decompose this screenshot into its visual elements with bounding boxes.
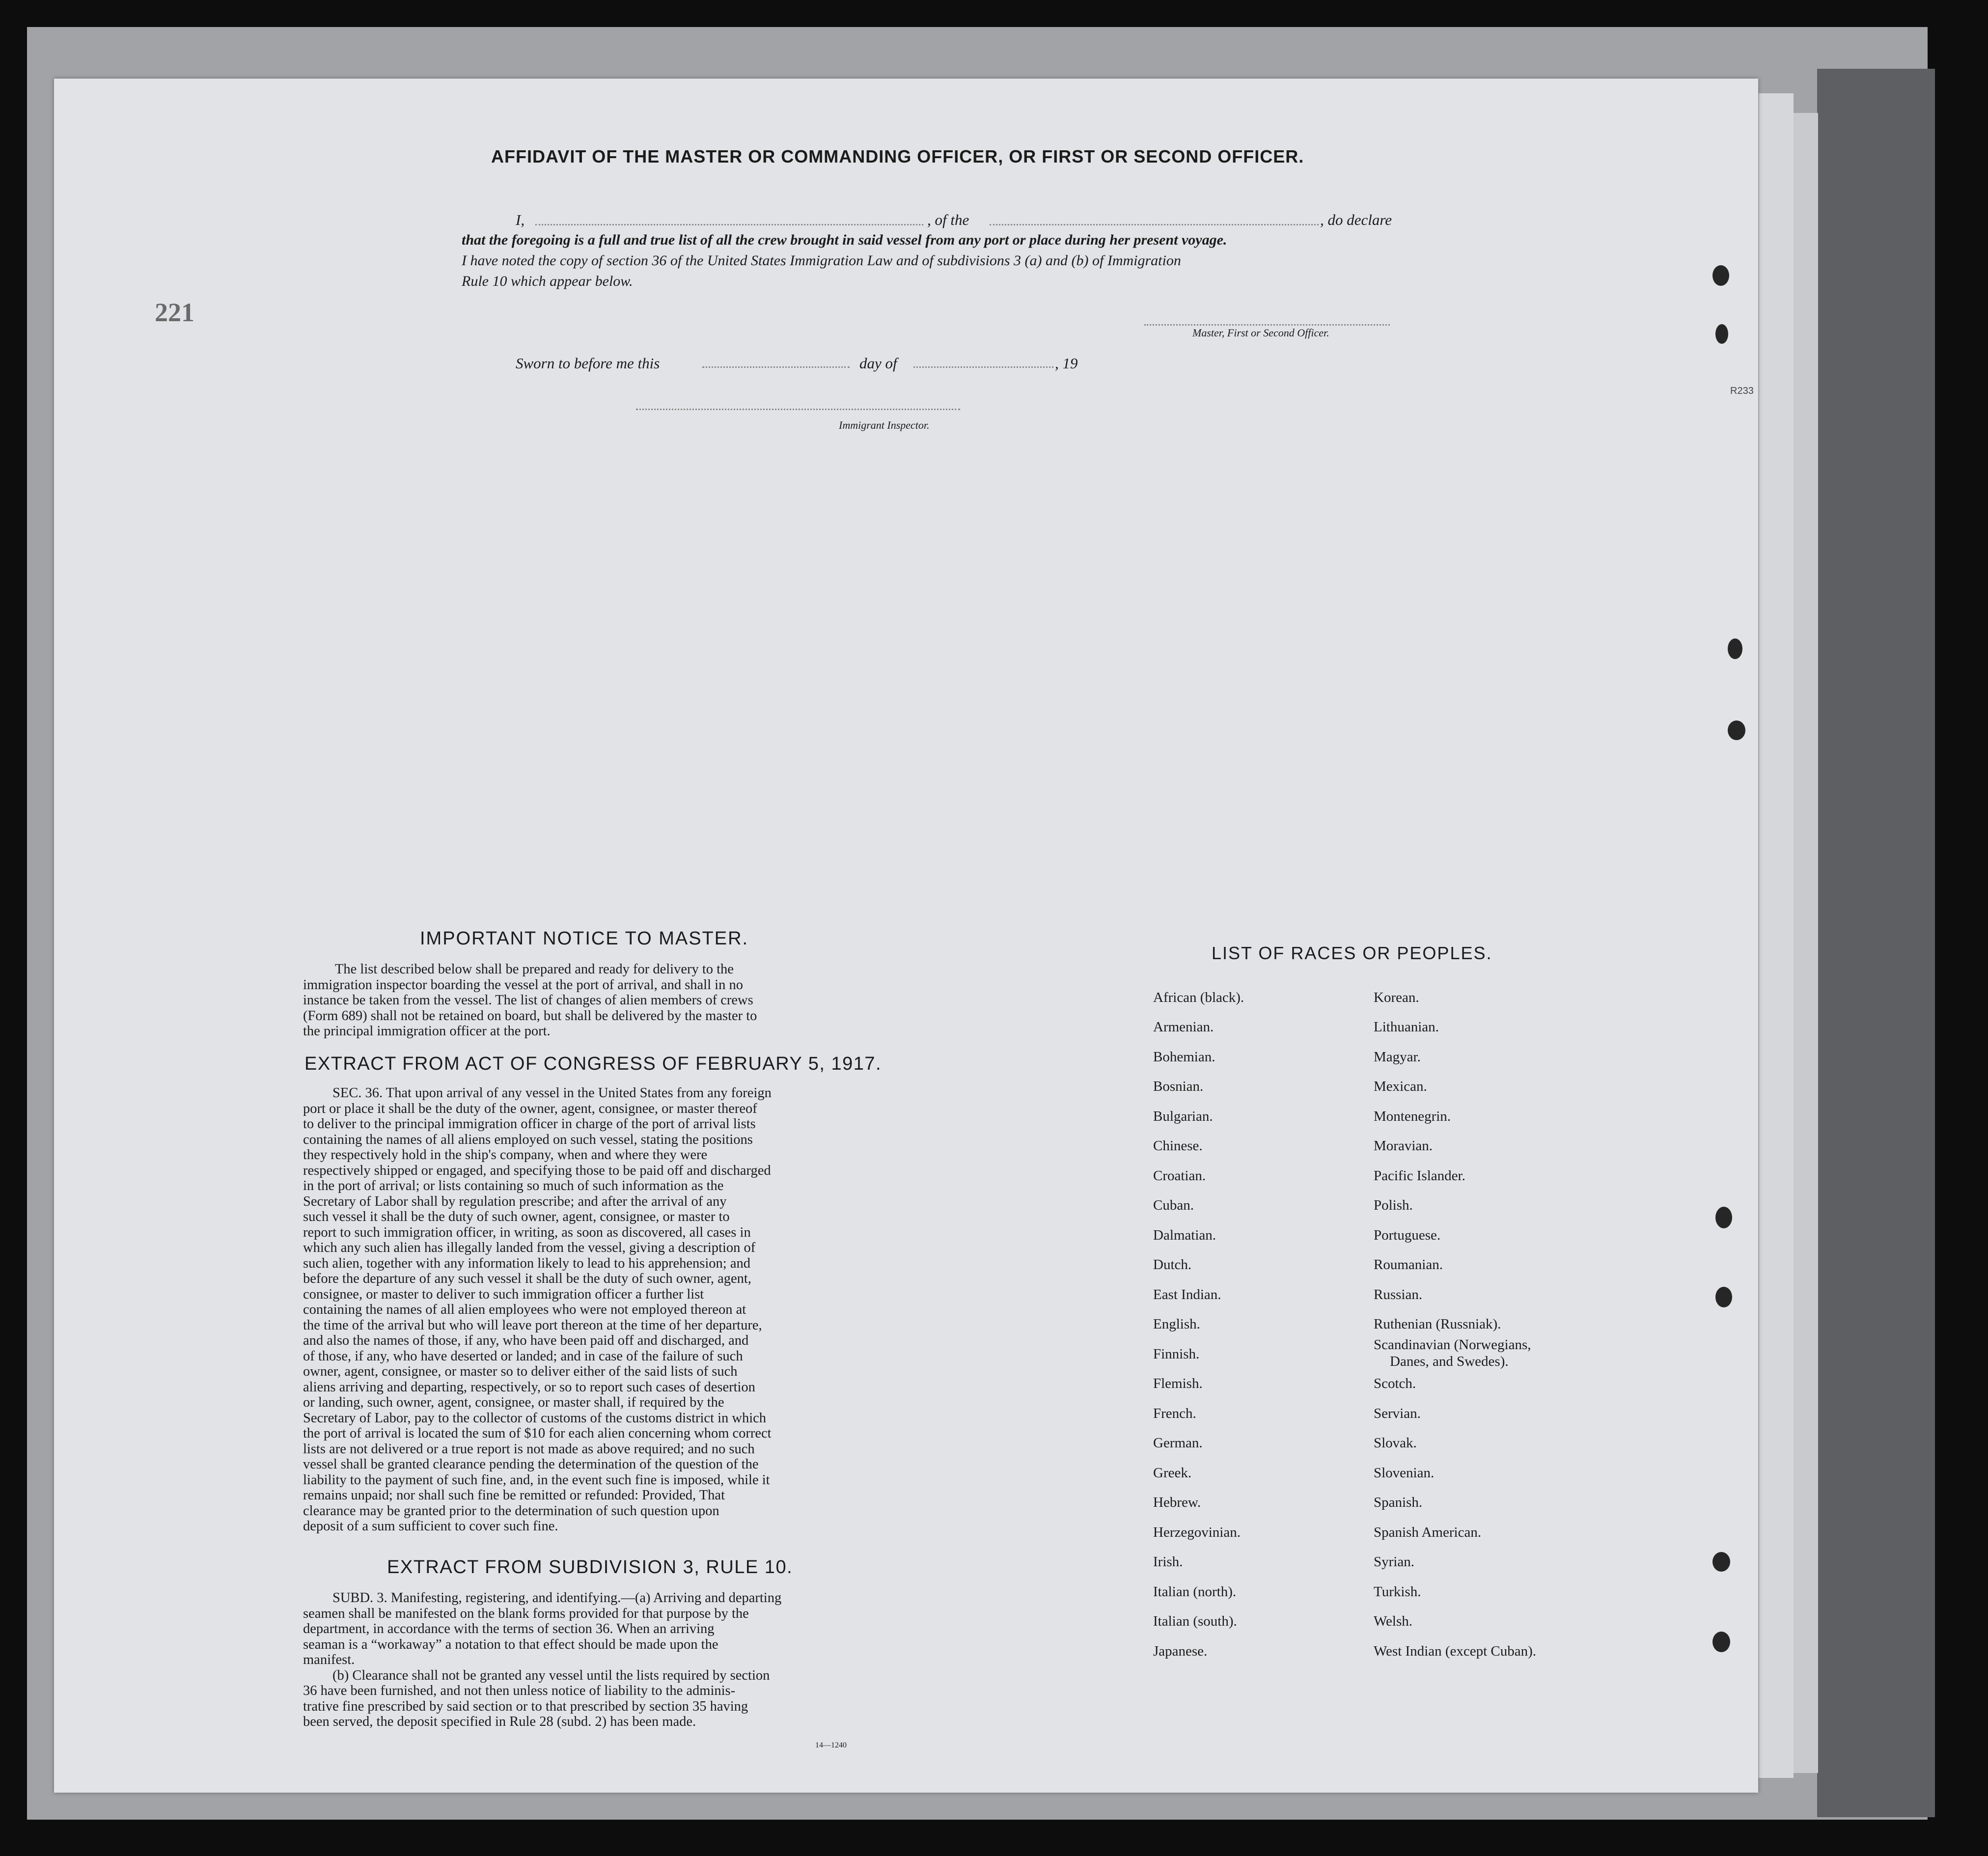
- notice-line: immigration inspector boarding the vessel at the port of arrival, and shall in no: [303, 977, 743, 993]
- extract-act-title: EXTRACT FROM ACT OF CONGRESS OF FEBRUARY 5, 1917.: [304, 1053, 882, 1074]
- act-line: or landing, such owner, agent, consignee, or master shall, if required by the: [303, 1395, 724, 1410]
- act-line: deposit of a sum sufficient to cover such fine.: [303, 1519, 558, 1534]
- notice-body: [303, 962, 878, 1039]
- race-item: Bosnian.: [1153, 1079, 1204, 1094]
- notice-line: (Form 689) shall not be retained on board, but shall be delivered by the master to: [303, 1008, 757, 1024]
- act-line: containing the names of all aliens employed on such vessel, stating the positions: [303, 1132, 753, 1147]
- race-item: Dalmatian.: [1153, 1227, 1216, 1243]
- notice-line: The list described below shall be prepared and ready for delivery to the: [335, 962, 734, 977]
- race-item: Turkish.: [1374, 1584, 1421, 1600]
- vessel-name-field[interactable]: [990, 210, 1319, 225]
- race-item: Scotch.: [1374, 1376, 1416, 1391]
- act-line: the port of arrival is located the sum of $10 for each alien concerning whom correct: [303, 1426, 772, 1441]
- race-item: Portuguese.: [1374, 1227, 1441, 1243]
- extract-rule-title: EXTRACT FROM SUBDIVISION 3, RULE 10.: [387, 1557, 793, 1578]
- punch-hole: [1712, 1632, 1730, 1652]
- act-line: and also the names of those, if any, who have been paid off and discharged, and: [303, 1333, 749, 1348]
- punch-hole: [1715, 1207, 1732, 1228]
- act-line: of those, if any, who have deserted or landed; and in case of the failure of such: [303, 1348, 743, 1364]
- act-line: report to such immigration officer, in writing, as soon as discovered, all cases in: [303, 1224, 751, 1240]
- race-item: Lithuanian.: [1374, 1019, 1439, 1035]
- affidavit-i-label: I,: [516, 211, 525, 228]
- race-item: Roumanian.: [1374, 1257, 1443, 1273]
- race-item: Finnish.: [1153, 1346, 1200, 1362]
- rule-line: been served, the deposit specified in Rule 28 (subd. 2) has been made.: [303, 1714, 696, 1729]
- act-line: aliens arriving and departing, respectively, or so to report such cases of desertion: [303, 1379, 755, 1395]
- act-line: they respectively hold in the ship's company, when and where they were: [303, 1147, 708, 1163]
- race-item: Slovenian.: [1374, 1465, 1435, 1481]
- act-line: which any such alien has illegally landed from the vessel, giving a description of: [303, 1240, 756, 1255]
- act-line: such alien, together with any information likely to lead to his apprehension; and: [303, 1255, 750, 1271]
- race-item: Herzegovinian.: [1153, 1524, 1241, 1540]
- race-item: Montenegrin.: [1374, 1108, 1451, 1124]
- act-line: containing the names of all alien employees who were not employed thereon at: [303, 1302, 746, 1317]
- race-item: Welsh.: [1374, 1613, 1413, 1629]
- notice-line: instance be taken from the vessel. The list of changes of alien members of crews: [303, 993, 753, 1008]
- race-item: West Indian (except Cuban).: [1374, 1643, 1537, 1659]
- rule-line: department, in accordance with the terms of section 36. When an arriving: [303, 1621, 715, 1636]
- punch-hole: [1712, 1552, 1730, 1572]
- race-item: Polish.: [1374, 1197, 1413, 1213]
- race-item: Flemish.: [1153, 1376, 1203, 1391]
- affidavit-line-2: that the foregoing is a full and true list of all the crew brought in said vessel from any port or place during her present voyage.: [462, 232, 1227, 248]
- race-item: Armenian.: [1153, 1019, 1214, 1035]
- punch-hole: [1712, 265, 1729, 286]
- act-line: before the departure of any such vessel it shall be the duty of such owner, agent,: [303, 1271, 751, 1286]
- race-item: East Indian.: [1153, 1287, 1221, 1302]
- inspector-caption: Immigrant Inspector.: [839, 419, 930, 431]
- affidavit-of-the-label: , of the: [927, 211, 969, 228]
- extract-act-body: [303, 1085, 878, 1534]
- race-item: Korean.: [1374, 990, 1419, 1005]
- race-item: Syrian.: [1374, 1554, 1414, 1570]
- race-item: Moravian.: [1374, 1138, 1433, 1154]
- race-item: Chinese.: [1153, 1138, 1203, 1154]
- rule-line: 36 have been furnished, and not then unless notice of liability to the adminis-: [303, 1683, 736, 1698]
- underlying-page-edge: [1758, 93, 1794, 1778]
- punch-hole: [1728, 638, 1742, 659]
- margin-stamp: R233: [1730, 386, 1754, 396]
- race-item: Bulgarian.: [1153, 1108, 1213, 1124]
- form-number: 14—1240: [815, 1741, 847, 1749]
- race-item: Scandinavian (Norwegians,: [1374, 1337, 1531, 1353]
- sworn-label: Sworn to before me this: [516, 355, 660, 372]
- year-label: , 19: [1055, 355, 1078, 372]
- act-line: respectively shipped or engaged, and specifying those to be paid off and discharged: [303, 1163, 771, 1178]
- affidavit-line-4: Rule 10 which appear below.: [462, 273, 633, 289]
- extract-rule-body: [303, 1590, 878, 1730]
- rule-line: manifest.: [303, 1652, 355, 1667]
- punch-hole: [1715, 1287, 1732, 1307]
- race-item: German.: [1153, 1435, 1203, 1451]
- act-line: port or place it shall be the duty of the owner, agent, consignee, or master thereof: [303, 1101, 757, 1116]
- race-item: Croatian.: [1153, 1168, 1206, 1184]
- background-sheet-edge: [1817, 69, 1935, 1817]
- inspector-signature-field[interactable]: [636, 399, 960, 410]
- master-signature-caption: Master, First or Second Officer.: [1192, 327, 1329, 339]
- act-line: remains unpaid; nor shall such fine be remitted or refunded: Provided, That: [303, 1488, 725, 1503]
- affidavit-title: AFFIDAVIT OF THE MASTER OR COMMANDING OFFICER, OR FIRST OR SECOND OFFICER.: [491, 146, 1304, 166]
- race-item: Mexican.: [1374, 1079, 1427, 1094]
- race-item: Cuban.: [1153, 1197, 1194, 1213]
- punch-hole: [1728, 720, 1745, 740]
- notice-title: IMPORTANT NOTICE TO MASTER.: [420, 928, 749, 949]
- rule-line: SUBD. 3. Manifesting, registering, and identifying.—(a) Arriving and departing: [332, 1590, 782, 1606]
- race-item: Italian (north).: [1153, 1584, 1237, 1600]
- act-line: liability to the payment of such fine, and, in the event such fine is imposed, while it: [303, 1472, 770, 1488]
- race-item: Irish.: [1153, 1554, 1183, 1570]
- race-item: Servian.: [1374, 1406, 1421, 1421]
- race-item: Russian.: [1374, 1287, 1423, 1302]
- race-item: African (black).: [1153, 990, 1244, 1005]
- margin-number: 221: [155, 298, 194, 327]
- race-item: Greek.: [1153, 1465, 1192, 1481]
- rule-line: seaman is a “workaway” a notation to that effect should be made upon the: [303, 1636, 718, 1652]
- rule-line: (b) Clearance shall not be granted any vessel until the lists required by section: [332, 1667, 770, 1683]
- act-line: SEC. 36. That upon arrival of any vessel in the United States from any foreign: [332, 1085, 772, 1101]
- punch-hole: [1715, 324, 1728, 344]
- race-item: English.: [1153, 1316, 1200, 1332]
- act-line: lists are not delivered or a true report is not made as above required; and no such: [303, 1441, 755, 1457]
- race-item: Dutch.: [1153, 1257, 1192, 1273]
- act-line: such vessel it shall be the duty of such owner, agent, consignee, or master to: [303, 1209, 730, 1224]
- race-item: Pacific Islander.: [1374, 1168, 1465, 1184]
- affidavit-line-3: I have noted the copy of section 36 of the United States Immigration Law and of subdivisions 3 (a) and (b) of Immigration: [462, 252, 1181, 269]
- master-name-field[interactable]: [535, 210, 923, 225]
- act-line: the time of the arrival but who will leave port thereon at the time of her departure,: [303, 1317, 762, 1333]
- race-item: Italian (south).: [1153, 1613, 1237, 1629]
- notice-line: the principal immigration officer at the port.: [303, 1024, 551, 1039]
- rule-line: trative fine prescribed by said section or to that prescribed by section 35 having: [303, 1698, 748, 1714]
- act-line: vessel shall be granted clearance pending the determination of the question of the: [303, 1457, 759, 1472]
- act-line: to deliver to the principal immigration officer in charge of the port of arrival lists: [303, 1116, 756, 1132]
- race-item: Japanese.: [1153, 1643, 1208, 1659]
- act-line: clearance may be granted prior to the determination of such question upon: [303, 1503, 719, 1519]
- race-item: French.: [1153, 1406, 1196, 1421]
- race-item: Hebrew.: [1153, 1495, 1201, 1510]
- manifest-page: [54, 79, 1758, 1793]
- race-item: Spanish American.: [1374, 1524, 1482, 1540]
- race-item: Magyar.: [1374, 1049, 1421, 1065]
- act-line: Secretary of Labor, pay to the collector of customs of the customs district in which: [303, 1410, 767, 1426]
- race-item: Danes, and Swedes).: [1390, 1354, 1509, 1369]
- sworn-month-field[interactable]: [913, 353, 1053, 368]
- act-line: Secretary of Labor shall by regulation prescribe; and after the arrival of any: [303, 1193, 727, 1209]
- race-item: Bohemian.: [1153, 1049, 1215, 1065]
- act-line: consignee, or master to deliver to such immigration officer a further list: [303, 1286, 704, 1302]
- race-item: Ruthenian (Russniak).: [1374, 1316, 1501, 1332]
- rule-line: seamen shall be manifested on the blank forms provided for that purpose by the: [303, 1606, 749, 1621]
- underlying-page-edge: [1793, 113, 1818, 1773]
- act-line: owner, agent, consignee, or master so to deliver either of the said lists of such: [303, 1364, 738, 1379]
- affidavit-declare-label: , do declare: [1320, 211, 1392, 228]
- act-line: in the port of arrival; or lists containing so much of such information as the: [303, 1178, 724, 1193]
- day-of-label: day of: [859, 355, 897, 372]
- races-title: LIST OF RACES OR PEOPLES.: [1212, 943, 1492, 963]
- master-signature-field[interactable]: [1144, 314, 1390, 326]
- race-item: Slovak.: [1374, 1435, 1417, 1451]
- sworn-day-field[interactable]: [702, 353, 850, 368]
- race-item: Spanish.: [1374, 1495, 1423, 1510]
